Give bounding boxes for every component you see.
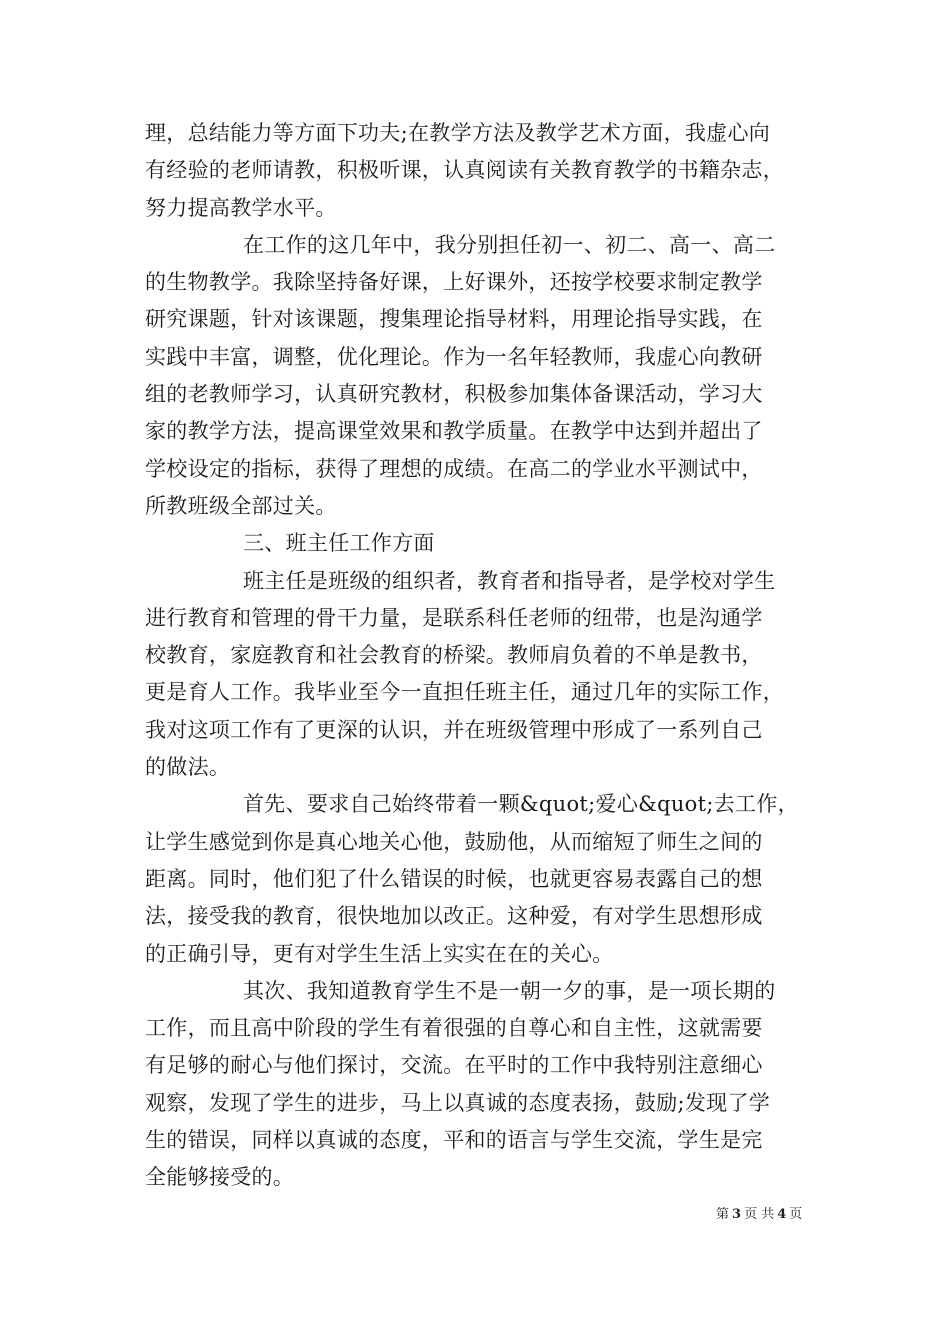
total-pages-number: 4 [777, 1207, 787, 1222]
text-line: 工作，而且高中阶段的学生有着很强的自尊心和自主性，这就需要 [145, 1016, 763, 1041]
text-line: 学校设定的指标，获得了理想的成绩。在高二的学业水平测试中， [145, 456, 763, 481]
text-line: 的做法。 [145, 755, 231, 780]
text-line: 有足够的耐心与他们探讨，交流。在平时的工作中我特别注意细心 [145, 1053, 763, 1078]
paragraph-start-line: 班主任是班级的组织者，教育者和指导者，是学校对学生 [243, 568, 776, 593]
text-line: 的生物教学。我除坚持备好课，上好课外，还按学校要求制定教学 [145, 270, 763, 295]
text-line: 让学生感觉到你是真心地关心他，鼓励他，从而缩短了师生之间的 [145, 829, 763, 854]
text-line: 生的错误，同样以真诚的态度，平和的语言与学生交流，学生是完 [145, 1128, 763, 1153]
current-page-number: 3 [732, 1207, 742, 1222]
page-number-footer [716, 1203, 802, 1222]
text-line: 进行教育和管理的骨干力量，是联系科任老师的纽带，也是沟通学 [145, 605, 763, 630]
text-line: 有经验的老师请教，积极听课，认真阅读有关教育教学的书籍杂志， [145, 158, 784, 183]
text-line: 组的老教师学习，认真研究教材，积极参加集体备课活动，学习大 [145, 382, 763, 407]
text-line: 法，接受我的教育，很快地加以改正。这种爱，有对学生思想形成 [145, 904, 763, 929]
document-body [145, 115, 810, 1197]
text-line: 观察，发现了学生的进步，马上以真诚的态度表扬，鼓励;发现了学 [145, 1090, 771, 1115]
text-line: 的正确引导，更有对学生生活上实实在在的关心。 [145, 941, 614, 966]
footer-prefix: 第 [716, 1207, 730, 1222]
footer-suffix: 页 [789, 1207, 803, 1222]
text-line: 校教育，家庭教育和社会教育的桥梁。教师肩负着的不单是教书， [145, 643, 763, 668]
text-line: 研究课题，针对该课题，搜集理论指导材料，用理论指导实践，在 [145, 307, 763, 332]
footer-middle: 页 共 [744, 1207, 775, 1222]
text-line: 努力提高教学水平。 [145, 195, 337, 220]
text-line: 理，总结能力等方面下功夫;在教学方法及教学艺术方面，我虚心向 [145, 121, 771, 145]
text-line: 我对这项工作有了更深的认识，并在班级管理中形成了一系列自己 [145, 717, 763, 742]
text-line: 实践中丰富，调整，优化理论。作为一名年轻教师，我虚心向教研 [145, 344, 763, 369]
text-line: 家的教学方法，提高课堂效果和教学质量。在教学中达到并超出了 [145, 419, 763, 444]
paragraph-start-line: 首先、要求自己始终带着一颗&quot;爱心&quot;去工作， [243, 792, 799, 817]
section-heading: 三、班主任工作方面 [243, 531, 435, 556]
text-line: 更是育人工作。我毕业至今一直担任班主任，通过几年的实际工作， [145, 680, 784, 705]
paragraph-start-line: 在工作的这几年中，我分别担任初一、初二、高一、高二 [243, 232, 776, 257]
text-line: 全能够接受的。 [145, 1165, 295, 1190]
text-line: 距离。同时，他们犯了什么错误的时候，也就更容易表露自己的想 [145, 866, 763, 891]
paragraph-start-line: 其次、我知道教育学生不是一朝一夕的事，是一项长期的 [243, 978, 776, 1003]
text-line: 所教班级全部过关。 [145, 493, 337, 518]
